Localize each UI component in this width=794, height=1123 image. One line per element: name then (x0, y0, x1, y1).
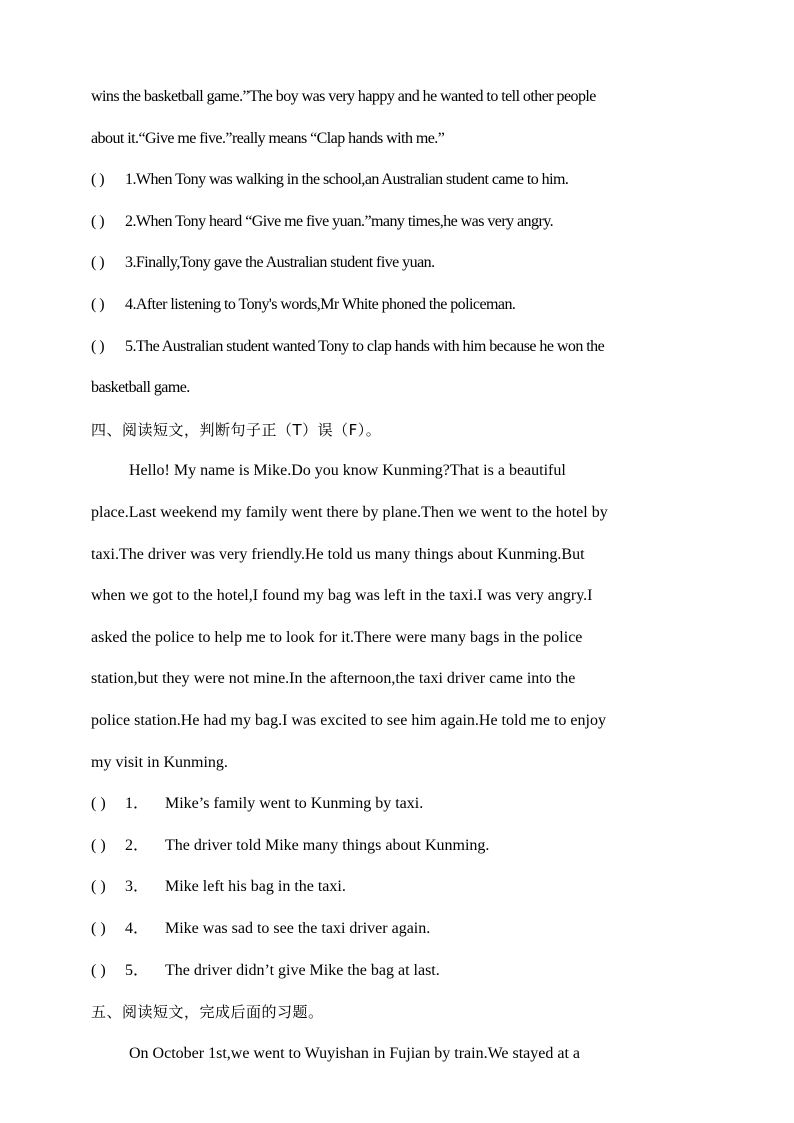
answer-blank[interactable]: ( ) (91, 878, 106, 895)
question-item (91, 794, 423, 814)
question-item (91, 253, 435, 273)
question-item (91, 877, 346, 897)
question-text: The driver didn’t give Mike the bag at last. (165, 962, 440, 979)
passage-line: wins the basketball game.”The boy was very happy and he wanted to tell other people (91, 88, 596, 105)
question-text-continued: basketball game. (91, 379, 190, 396)
question-text: 5.The Australian student wanted Tony to clap hands with him because he won the (125, 338, 605, 355)
answer-blank[interactable]: ( ) (91, 338, 105, 355)
section-heading: 五、阅读短文，完成后面的习题。 (91, 1003, 324, 1021)
answer-blank[interactable]: ( ) (91, 962, 106, 979)
passage-line: asked the police to help me to look for it.There were many bags in the police (91, 629, 583, 646)
passage-line: my visit in Kunming. (91, 754, 228, 771)
question-text: 3.Finally,Tony gave the Australian student five yuan. (125, 254, 435, 271)
question-number: 5． (125, 962, 150, 979)
question-item (91, 337, 604, 357)
question-item (91, 961, 440, 981)
question-item (91, 919, 430, 939)
question-text: Mike left his bag in the taxi. (165, 878, 346, 895)
passage-line: about it.“Give me five.”really means “Clap hands with me.” (91, 130, 445, 147)
passage-line: place.Last weekend my family went there by plane.Then we went to the hotel by (91, 504, 608, 521)
question-text: The driver told Mike many things about Kunming. (165, 837, 490, 854)
question-text: 4.After listening to Tony's words,Mr White phoned the policeman. (125, 296, 516, 313)
passage-line: when we got to the hotel,I found my bag was left in the taxi.I was very angry.I (91, 587, 593, 604)
question-text: 2.When Tony heard “Give me five yuan.”many times,he was very angry. (125, 213, 554, 230)
passage-line: station,but they were not mine.In the afternoon,the taxi driver came into the (91, 670, 576, 687)
question-number: 3． (125, 878, 150, 895)
section-heading: 四、阅读短文，判断句子正（T）误（F）。 (91, 421, 382, 439)
question-text: 1.When Tony was walking in the school,an Australian student came to him. (125, 171, 569, 188)
question-text: Mike was sad to see the taxi driver again. (165, 920, 431, 937)
question-item (91, 836, 489, 856)
passage-line: Hello! My name is Mike.Do you know Kunming?That is a beautiful (129, 462, 566, 479)
answer-blank[interactable]: ( ) (91, 795, 106, 812)
question-item (91, 212, 553, 232)
question-item (91, 170, 568, 190)
question-number: 4． (125, 920, 150, 937)
question-text: Mike’s family went to Kunming by taxi. (165, 795, 424, 812)
question-item (91, 295, 515, 315)
answer-blank[interactable]: ( ) (91, 254, 105, 271)
passage-line: police station.He had my bag.I was excited to see him again.He told me to enjoy (91, 712, 606, 729)
answer-blank[interactable]: ( ) (91, 837, 106, 854)
answer-blank[interactable]: ( ) (91, 296, 105, 313)
question-number: 2． (125, 837, 150, 854)
question-number: 1． (125, 795, 150, 812)
answer-blank[interactable]: ( ) (91, 213, 105, 230)
answer-blank[interactable]: ( ) (91, 920, 106, 937)
passage-line: On October 1st,we went to Wuyishan in Fujian by train.We stayed at a (129, 1045, 581, 1062)
passage-line: taxi.The driver was very friendly.He told us many things about Kunming.But (91, 546, 585, 563)
answer-blank[interactable]: ( ) (91, 171, 105, 188)
